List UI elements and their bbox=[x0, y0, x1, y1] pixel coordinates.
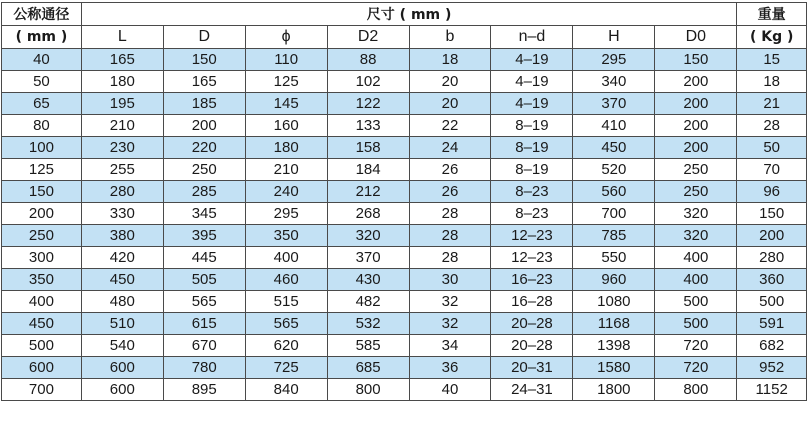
dimension-cell: 550 bbox=[573, 247, 655, 269]
dimension-cell: 36 bbox=[409, 357, 491, 379]
column-header-D0: D0 bbox=[655, 26, 737, 49]
dimension-cell: 122 bbox=[327, 93, 409, 115]
dimension-cell: 133 bbox=[327, 115, 409, 137]
dimension-cell: 12–23 bbox=[491, 247, 573, 269]
dimension-cell: 615 bbox=[163, 313, 245, 335]
weight-cell: 952 bbox=[737, 357, 807, 379]
dimension-cell: 255 bbox=[81, 159, 163, 181]
weight-cell: 28 bbox=[737, 115, 807, 137]
dimension-cell: 16–28 bbox=[491, 291, 573, 313]
dimension-cell: 840 bbox=[245, 379, 327, 401]
nominal-diameter-cell: 50 bbox=[2, 71, 82, 93]
nominal-diameter-cell: 350 bbox=[2, 269, 82, 291]
table-row bbox=[2, 137, 807, 159]
dimension-cell: 340 bbox=[573, 71, 655, 93]
dimension-cell: 212 bbox=[327, 181, 409, 203]
dimension-cell: 295 bbox=[573, 49, 655, 71]
dimension-cell: 720 bbox=[655, 357, 737, 379]
weight-header: 重量 bbox=[737, 3, 807, 26]
table-row bbox=[2, 115, 807, 137]
dimension-cell: 1398 bbox=[573, 335, 655, 357]
dimension-cell: 24–31 bbox=[491, 379, 573, 401]
dimension-cell: 8–19 bbox=[491, 159, 573, 181]
dimension-cell: 210 bbox=[81, 115, 163, 137]
dimension-cell: 34 bbox=[409, 335, 491, 357]
dimension-cell: 1580 bbox=[573, 357, 655, 379]
nominal-diameter-cell: 250 bbox=[2, 225, 82, 247]
dimension-cell: 32 bbox=[409, 291, 491, 313]
weight-cell: 96 bbox=[737, 181, 807, 203]
dimension-cell: 200 bbox=[655, 71, 737, 93]
dimension-cell: 8–23 bbox=[491, 181, 573, 203]
dimension-cell: 532 bbox=[327, 313, 409, 335]
weight-cell: 50 bbox=[737, 137, 807, 159]
table-row bbox=[2, 247, 807, 269]
dimension-cell: 670 bbox=[163, 335, 245, 357]
header-row-top bbox=[2, 3, 807, 26]
nominal-diameter-cell: 700 bbox=[2, 379, 82, 401]
dimension-cell: 800 bbox=[327, 379, 409, 401]
dimension-cell: 1800 bbox=[573, 379, 655, 401]
dimension-cell: 250 bbox=[655, 181, 737, 203]
dimension-cell: 285 bbox=[163, 181, 245, 203]
dimension-cell: 320 bbox=[655, 203, 737, 225]
dimension-cell: 158 bbox=[327, 137, 409, 159]
dimension-cell: 560 bbox=[573, 181, 655, 203]
dimension-cell: 400 bbox=[245, 247, 327, 269]
dimension-cell: 785 bbox=[573, 225, 655, 247]
dimension-cell: 295 bbox=[245, 203, 327, 225]
nominal-diameter-cell: 100 bbox=[2, 137, 82, 159]
dimension-cell: 540 bbox=[81, 335, 163, 357]
table-row bbox=[2, 357, 807, 379]
dimension-cell: 20 bbox=[409, 71, 491, 93]
dimension-cell: 165 bbox=[81, 49, 163, 71]
nominal-diameter-cell: 450 bbox=[2, 313, 82, 335]
dimension-cell: 280 bbox=[81, 181, 163, 203]
nominal-diameter-header: 公称通径 bbox=[2, 3, 82, 26]
dimension-cell: 185 bbox=[163, 93, 245, 115]
nominal-diameter-unit: ( mm ) bbox=[2, 26, 82, 49]
nominal-diameter-cell: 125 bbox=[2, 159, 82, 181]
table-row bbox=[2, 159, 807, 181]
dimension-cell: 500 bbox=[655, 291, 737, 313]
dimension-cell: 240 bbox=[245, 181, 327, 203]
dimension-cell: 430 bbox=[327, 269, 409, 291]
dimension-cell: 268 bbox=[327, 203, 409, 225]
dimension-cell: 16–23 bbox=[491, 269, 573, 291]
column-header-D2: D2 bbox=[327, 26, 409, 49]
dimension-cell: 4–19 bbox=[491, 49, 573, 71]
dimension-cell: 8–23 bbox=[491, 203, 573, 225]
dimension-cell: 450 bbox=[81, 269, 163, 291]
dimension-cell: 520 bbox=[573, 159, 655, 181]
dimension-cell: 8–19 bbox=[491, 115, 573, 137]
weight-unit: ( Kg ) bbox=[737, 26, 807, 49]
dimension-cell: 102 bbox=[327, 71, 409, 93]
nominal-diameter-cell: 300 bbox=[2, 247, 82, 269]
weight-cell: 150 bbox=[737, 203, 807, 225]
dimension-cell: 210 bbox=[245, 159, 327, 181]
dimension-cell: 28 bbox=[409, 225, 491, 247]
dimension-cell: 960 bbox=[573, 269, 655, 291]
nominal-diameter-cell: 40 bbox=[2, 49, 82, 71]
dimension-cell: 150 bbox=[655, 49, 737, 71]
dimension-cell: 28 bbox=[409, 203, 491, 225]
dimension-cell: 895 bbox=[163, 379, 245, 401]
dimension-cell: 600 bbox=[81, 379, 163, 401]
dimension-cell: 200 bbox=[655, 115, 737, 137]
table-row bbox=[2, 203, 807, 225]
weight-cell: 70 bbox=[737, 159, 807, 181]
dimension-cell: 110 bbox=[245, 49, 327, 71]
dimension-cell: 200 bbox=[655, 137, 737, 159]
dimension-cell: 685 bbox=[327, 357, 409, 379]
dimension-cell: 600 bbox=[81, 357, 163, 379]
dimension-cell: 395 bbox=[163, 225, 245, 247]
dimension-cell: 12–23 bbox=[491, 225, 573, 247]
dimension-cell: 20–28 bbox=[491, 335, 573, 357]
dimension-cell: 200 bbox=[655, 93, 737, 115]
weight-cell: 360 bbox=[737, 269, 807, 291]
dimension-spec-table bbox=[1, 2, 807, 401]
dimension-cell: 32 bbox=[409, 313, 491, 335]
dimension-cell: 30 bbox=[409, 269, 491, 291]
column-header-D: D bbox=[163, 26, 245, 49]
dimension-cell: 26 bbox=[409, 181, 491, 203]
nominal-diameter-cell: 500 bbox=[2, 335, 82, 357]
nominal-diameter-cell: 80 bbox=[2, 115, 82, 137]
dimension-cell: 450 bbox=[573, 137, 655, 159]
dimension-cell: 4–19 bbox=[491, 71, 573, 93]
dimension-cell: 26 bbox=[409, 159, 491, 181]
dimension-cell: 230 bbox=[81, 137, 163, 159]
dimension-cell: 515 bbox=[245, 291, 327, 313]
dimension-cell: 150 bbox=[163, 49, 245, 71]
table-header bbox=[2, 3, 807, 49]
dimension-cell: 330 bbox=[81, 203, 163, 225]
column-header-phi: ϕ bbox=[245, 26, 327, 49]
dimension-cell: 1080 bbox=[573, 291, 655, 313]
dimension-cell: 20–28 bbox=[491, 313, 573, 335]
dimension-cell: 184 bbox=[327, 159, 409, 181]
weight-cell: 682 bbox=[737, 335, 807, 357]
table-row bbox=[2, 71, 807, 93]
dimension-cell: 460 bbox=[245, 269, 327, 291]
table-row bbox=[2, 335, 807, 357]
dimension-cell: 180 bbox=[81, 71, 163, 93]
dimension-cell: 420 bbox=[81, 247, 163, 269]
table-row bbox=[2, 269, 807, 291]
column-header-H: H bbox=[573, 26, 655, 49]
header-row-sub bbox=[2, 26, 807, 49]
dimension-cell: 1168 bbox=[573, 313, 655, 335]
weight-cell: 280 bbox=[737, 247, 807, 269]
dimension-cell: 480 bbox=[81, 291, 163, 313]
table-row bbox=[2, 181, 807, 203]
weight-cell: 15 bbox=[737, 49, 807, 71]
dimension-cell: 320 bbox=[327, 225, 409, 247]
dimension-cell: 28 bbox=[409, 247, 491, 269]
dimension-cell: 410 bbox=[573, 115, 655, 137]
dimension-cell: 400 bbox=[655, 247, 737, 269]
dimension-cell: 250 bbox=[163, 159, 245, 181]
table-row bbox=[2, 313, 807, 335]
dimension-cell: 370 bbox=[573, 93, 655, 115]
column-header-b: b bbox=[409, 26, 491, 49]
nominal-diameter-cell: 65 bbox=[2, 93, 82, 115]
dimension-cell: 565 bbox=[245, 313, 327, 335]
dimension-cell: 145 bbox=[245, 93, 327, 115]
dimension-cell: 40 bbox=[409, 379, 491, 401]
weight-cell: 500 bbox=[737, 291, 807, 313]
dimension-cell: 24 bbox=[409, 137, 491, 159]
dimension-cell: 165 bbox=[163, 71, 245, 93]
dimension-cell: 220 bbox=[163, 137, 245, 159]
dimension-cell: 250 bbox=[655, 159, 737, 181]
dimension-cell: 125 bbox=[245, 71, 327, 93]
dimension-cell: 445 bbox=[163, 247, 245, 269]
dimension-cell: 400 bbox=[655, 269, 737, 291]
weight-cell: 591 bbox=[737, 313, 807, 335]
nominal-diameter-cell: 200 bbox=[2, 203, 82, 225]
dimension-cell: 200 bbox=[163, 115, 245, 137]
dimension-cell: 380 bbox=[81, 225, 163, 247]
weight-cell: 1152 bbox=[737, 379, 807, 401]
dimension-cell: 500 bbox=[655, 313, 737, 335]
dimension-cell: 370 bbox=[327, 247, 409, 269]
dimension-cell: 345 bbox=[163, 203, 245, 225]
dimension-cell: 350 bbox=[245, 225, 327, 247]
nominal-diameter-cell: 400 bbox=[2, 291, 82, 313]
dimension-cell: 565 bbox=[163, 291, 245, 313]
dimension-cell: 22 bbox=[409, 115, 491, 137]
dimension-cell: 510 bbox=[81, 313, 163, 335]
dimension-cell: 180 bbox=[245, 137, 327, 159]
dimension-cell: 800 bbox=[655, 379, 737, 401]
table-row bbox=[2, 49, 807, 71]
dimension-cell: 20–31 bbox=[491, 357, 573, 379]
dimension-cell: 160 bbox=[245, 115, 327, 137]
dimension-cell: 18 bbox=[409, 49, 491, 71]
dimension-cell: 4–19 bbox=[491, 93, 573, 115]
dimension-cell: 195 bbox=[81, 93, 163, 115]
dimension-cell: 700 bbox=[573, 203, 655, 225]
nominal-diameter-cell: 150 bbox=[2, 181, 82, 203]
dimension-cell: 620 bbox=[245, 335, 327, 357]
nominal-diameter-cell: 600 bbox=[2, 357, 82, 379]
dimension-cell: 320 bbox=[655, 225, 737, 247]
table-row bbox=[2, 225, 807, 247]
dimensions-header: 尺寸 ( mm ) bbox=[81, 3, 736, 26]
table-row bbox=[2, 291, 807, 313]
dimension-cell: 8–19 bbox=[491, 137, 573, 159]
dimension-cell: 482 bbox=[327, 291, 409, 313]
table-body bbox=[2, 49, 807, 401]
weight-cell: 18 bbox=[737, 71, 807, 93]
weight-cell: 200 bbox=[737, 225, 807, 247]
dimension-cell: 585 bbox=[327, 335, 409, 357]
dimension-cell: 505 bbox=[163, 269, 245, 291]
column-header-n-d: n–d bbox=[491, 26, 573, 49]
dimension-cell: 88 bbox=[327, 49, 409, 71]
weight-cell: 21 bbox=[737, 93, 807, 115]
dimension-cell: 720 bbox=[655, 335, 737, 357]
table-row bbox=[2, 379, 807, 401]
dimension-cell: 20 bbox=[409, 93, 491, 115]
dimension-cell: 725 bbox=[245, 357, 327, 379]
table-row bbox=[2, 93, 807, 115]
column-header-L: L bbox=[81, 26, 163, 49]
dimension-cell: 780 bbox=[163, 357, 245, 379]
